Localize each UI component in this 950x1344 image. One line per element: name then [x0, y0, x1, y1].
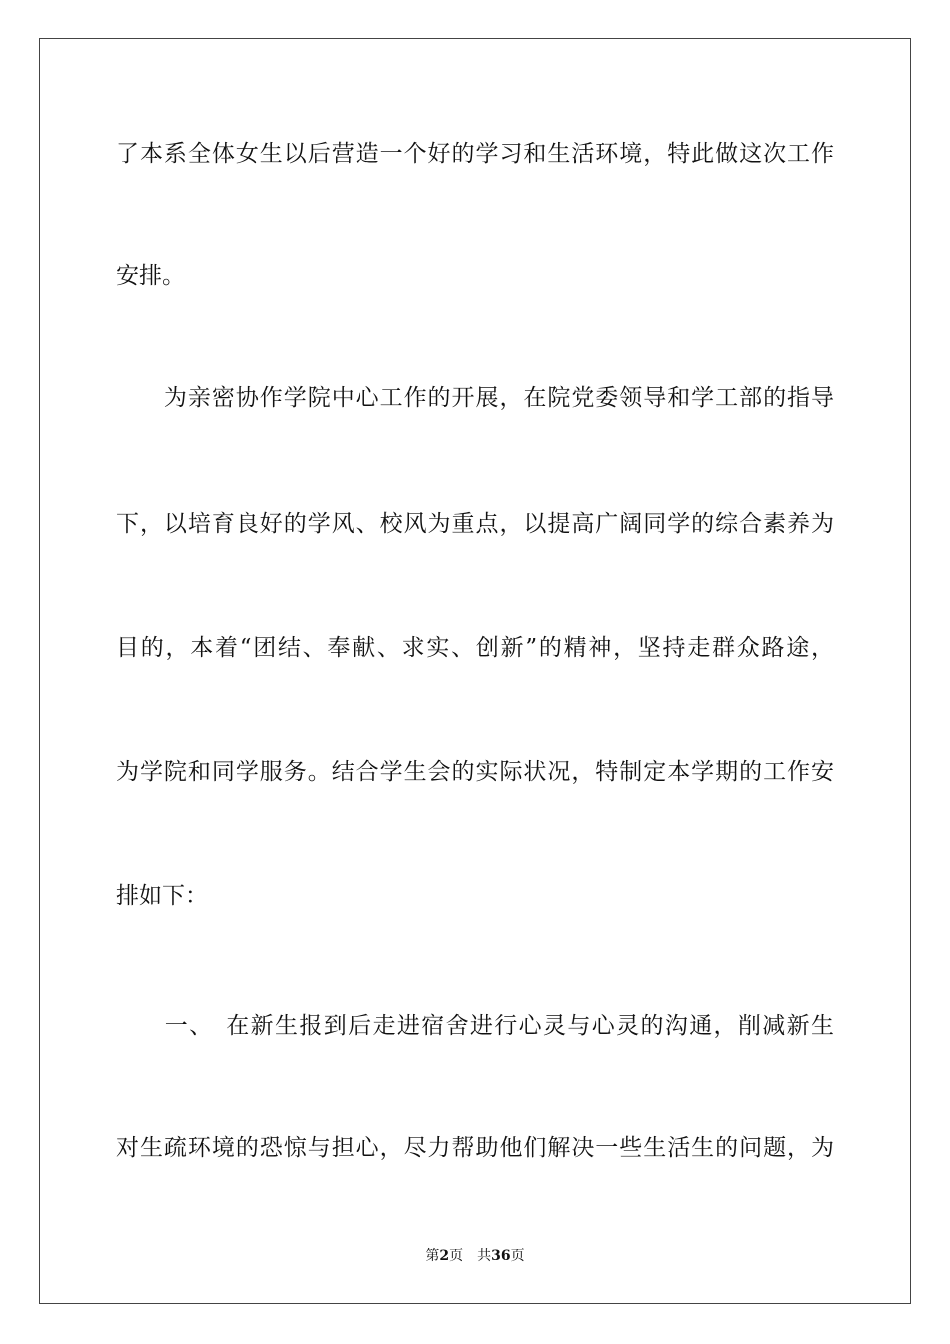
text-line-3: 为亲密协作学院中心工作的开展，在院党委领导和学工部的指导 [116, 385, 834, 411]
text-line-9: 对生疏环境的恐惊与担心，尽力帮助他们解决一些生活生的问题，为 [116, 1135, 834, 1161]
footer-total-pages: 36 [491, 1248, 511, 1264]
page-footer [0, 1247, 950, 1265]
text-line-5: 目的，本着“团结、奉献、求实、创新”的精神，坚持走群众路途， [116, 635, 834, 661]
footer-page-number: 2 [439, 1248, 450, 1264]
footer-prefix: 第 [425, 1248, 440, 1264]
text-line-6: 为学院和同学服务。结合学生会的实际状况，特制定本学期的工作安 [116, 759, 834, 785]
page-border [39, 38, 911, 1304]
text-line-4: 下，以培育良好的学风、校风为重点，以提高广阔同学的综合素养为 [116, 511, 834, 537]
footer-total-suffix: 页 [510, 1248, 525, 1264]
footer-page-suffix: 页 共 [449, 1248, 492, 1264]
text-line-1: 了本系全体女生以后营造一个好的学习和生活环境，特此做这次工作 [116, 141, 834, 167]
text-line-7: 排如下： [116, 883, 208, 909]
text-line-8: 一、 在新生报到后走进宿舍进行心灵与心灵的沟通，削减新生 [116, 1013, 834, 1039]
text-line-2: 安排。 [116, 263, 185, 289]
